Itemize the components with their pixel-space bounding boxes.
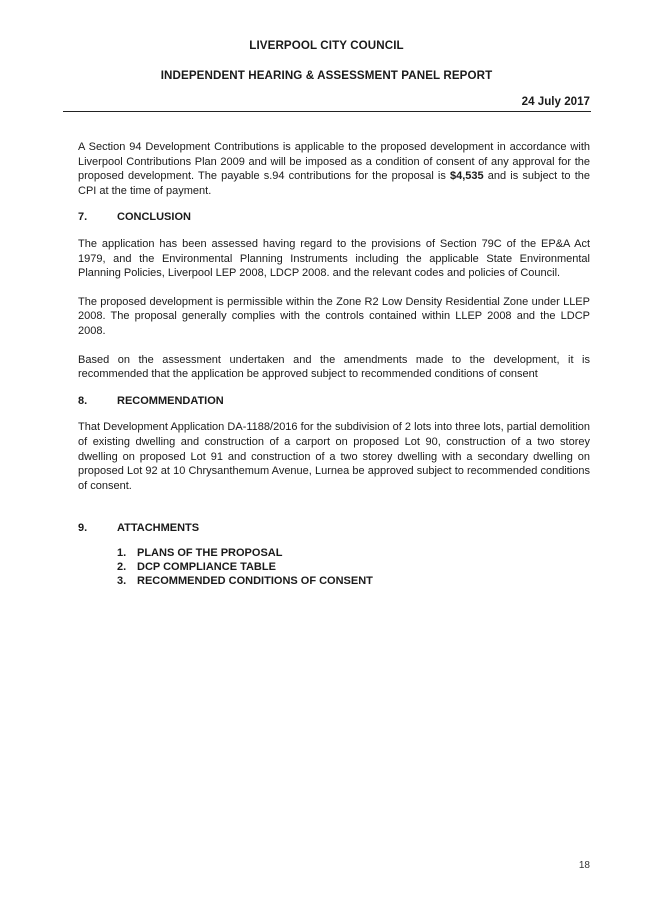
page-number: 18 (578, 860, 590, 871)
section-number: 9. (78, 522, 88, 535)
attachment-item (117, 574, 590, 588)
contributions-text-before: A Section 94 Development Contributions is applicable to the proposed development in accordance with Liverpool Contributions Plan 2009 and will be imposed as a condition of consent of any approval for the proposed development. The payable s.94 contributions for the proposal is (78, 141, 590, 183)
report-title: INDEPENDENT HEARING & ASSESSMENT PANEL REPORT (160, 69, 493, 82)
section-heading-recommendation (78, 394, 590, 409)
header-divider (63, 111, 591, 112)
conclusion-paragraph-1: The application has been assessed having regard to the provisions of Section 79C of the EP&A Act 1979, and the Environmental Planning Instruments including the applicable State Environmental Planning Policies, Liverpool LEP 2008, LDCP 2008. and the relevant codes and policies of Council. (78, 237, 590, 280)
attachment-number: 3. (117, 574, 127, 587)
contributions-paragraph (78, 140, 590, 198)
attachment-item (117, 560, 590, 574)
conclusion-paragraph-2: The proposed development is permissible within the Zone R2 Low Density Residential Zone under LLEP 2008. The proposal generally complies with the controls contained within LLEP 2008 and the LDCP 2008. (78, 295, 590, 337)
attachment-label: DCP COMPLIANCE TABLE (137, 560, 276, 573)
report-date: 24 July 2017 (521, 95, 590, 108)
report-body (78, 140, 590, 588)
section-title: CONCLUSION (117, 211, 191, 224)
attachment-number: 2. (117, 560, 127, 573)
section-title: ATTACHMENTS (117, 522, 200, 535)
attachment-label: PLANS OF THE PROPOSAL (137, 546, 283, 559)
section-heading-attachments (78, 521, 590, 536)
attachments-list (117, 546, 590, 588)
conclusion-paragraph-3: Based on the assessment undertaken and the amendments made to the development, it is recommended that the application be approved subject to recommended conditions of consent (78, 353, 590, 381)
attachment-number: 1. (117, 546, 127, 559)
contributions-amount: $4,535 (450, 170, 484, 183)
contributions-text-after: and is subject to the CPI at the time of payment. (78, 170, 590, 197)
attachment-label: RECOMMENDED CONDITIONS OF CONSENT (137, 574, 373, 587)
section-number: 7. (78, 211, 88, 224)
recommendation-paragraph: That Development Application DA-1188/2016 for the subdivision of 2 lots into three lots, partial demolition of existing dwelling and construction of a carport on proposed Lot 90, construction of a two storey dwelling on proposed Lot 91 and construction of a two storey dwelling with a secondary dwelling on proposed Lot 92 at 10 Chrysanthemum Avenue, Lurnea be approved subject to recommended conditions of consent. (78, 421, 590, 492)
section-number: 8. (78, 394, 88, 407)
attachment-item (117, 546, 590, 560)
section-heading-conclusion (78, 210, 590, 225)
council-name: LIVERPOOL CITY COUNCIL (249, 39, 404, 52)
section-title: RECOMMENDATION (117, 394, 224, 407)
